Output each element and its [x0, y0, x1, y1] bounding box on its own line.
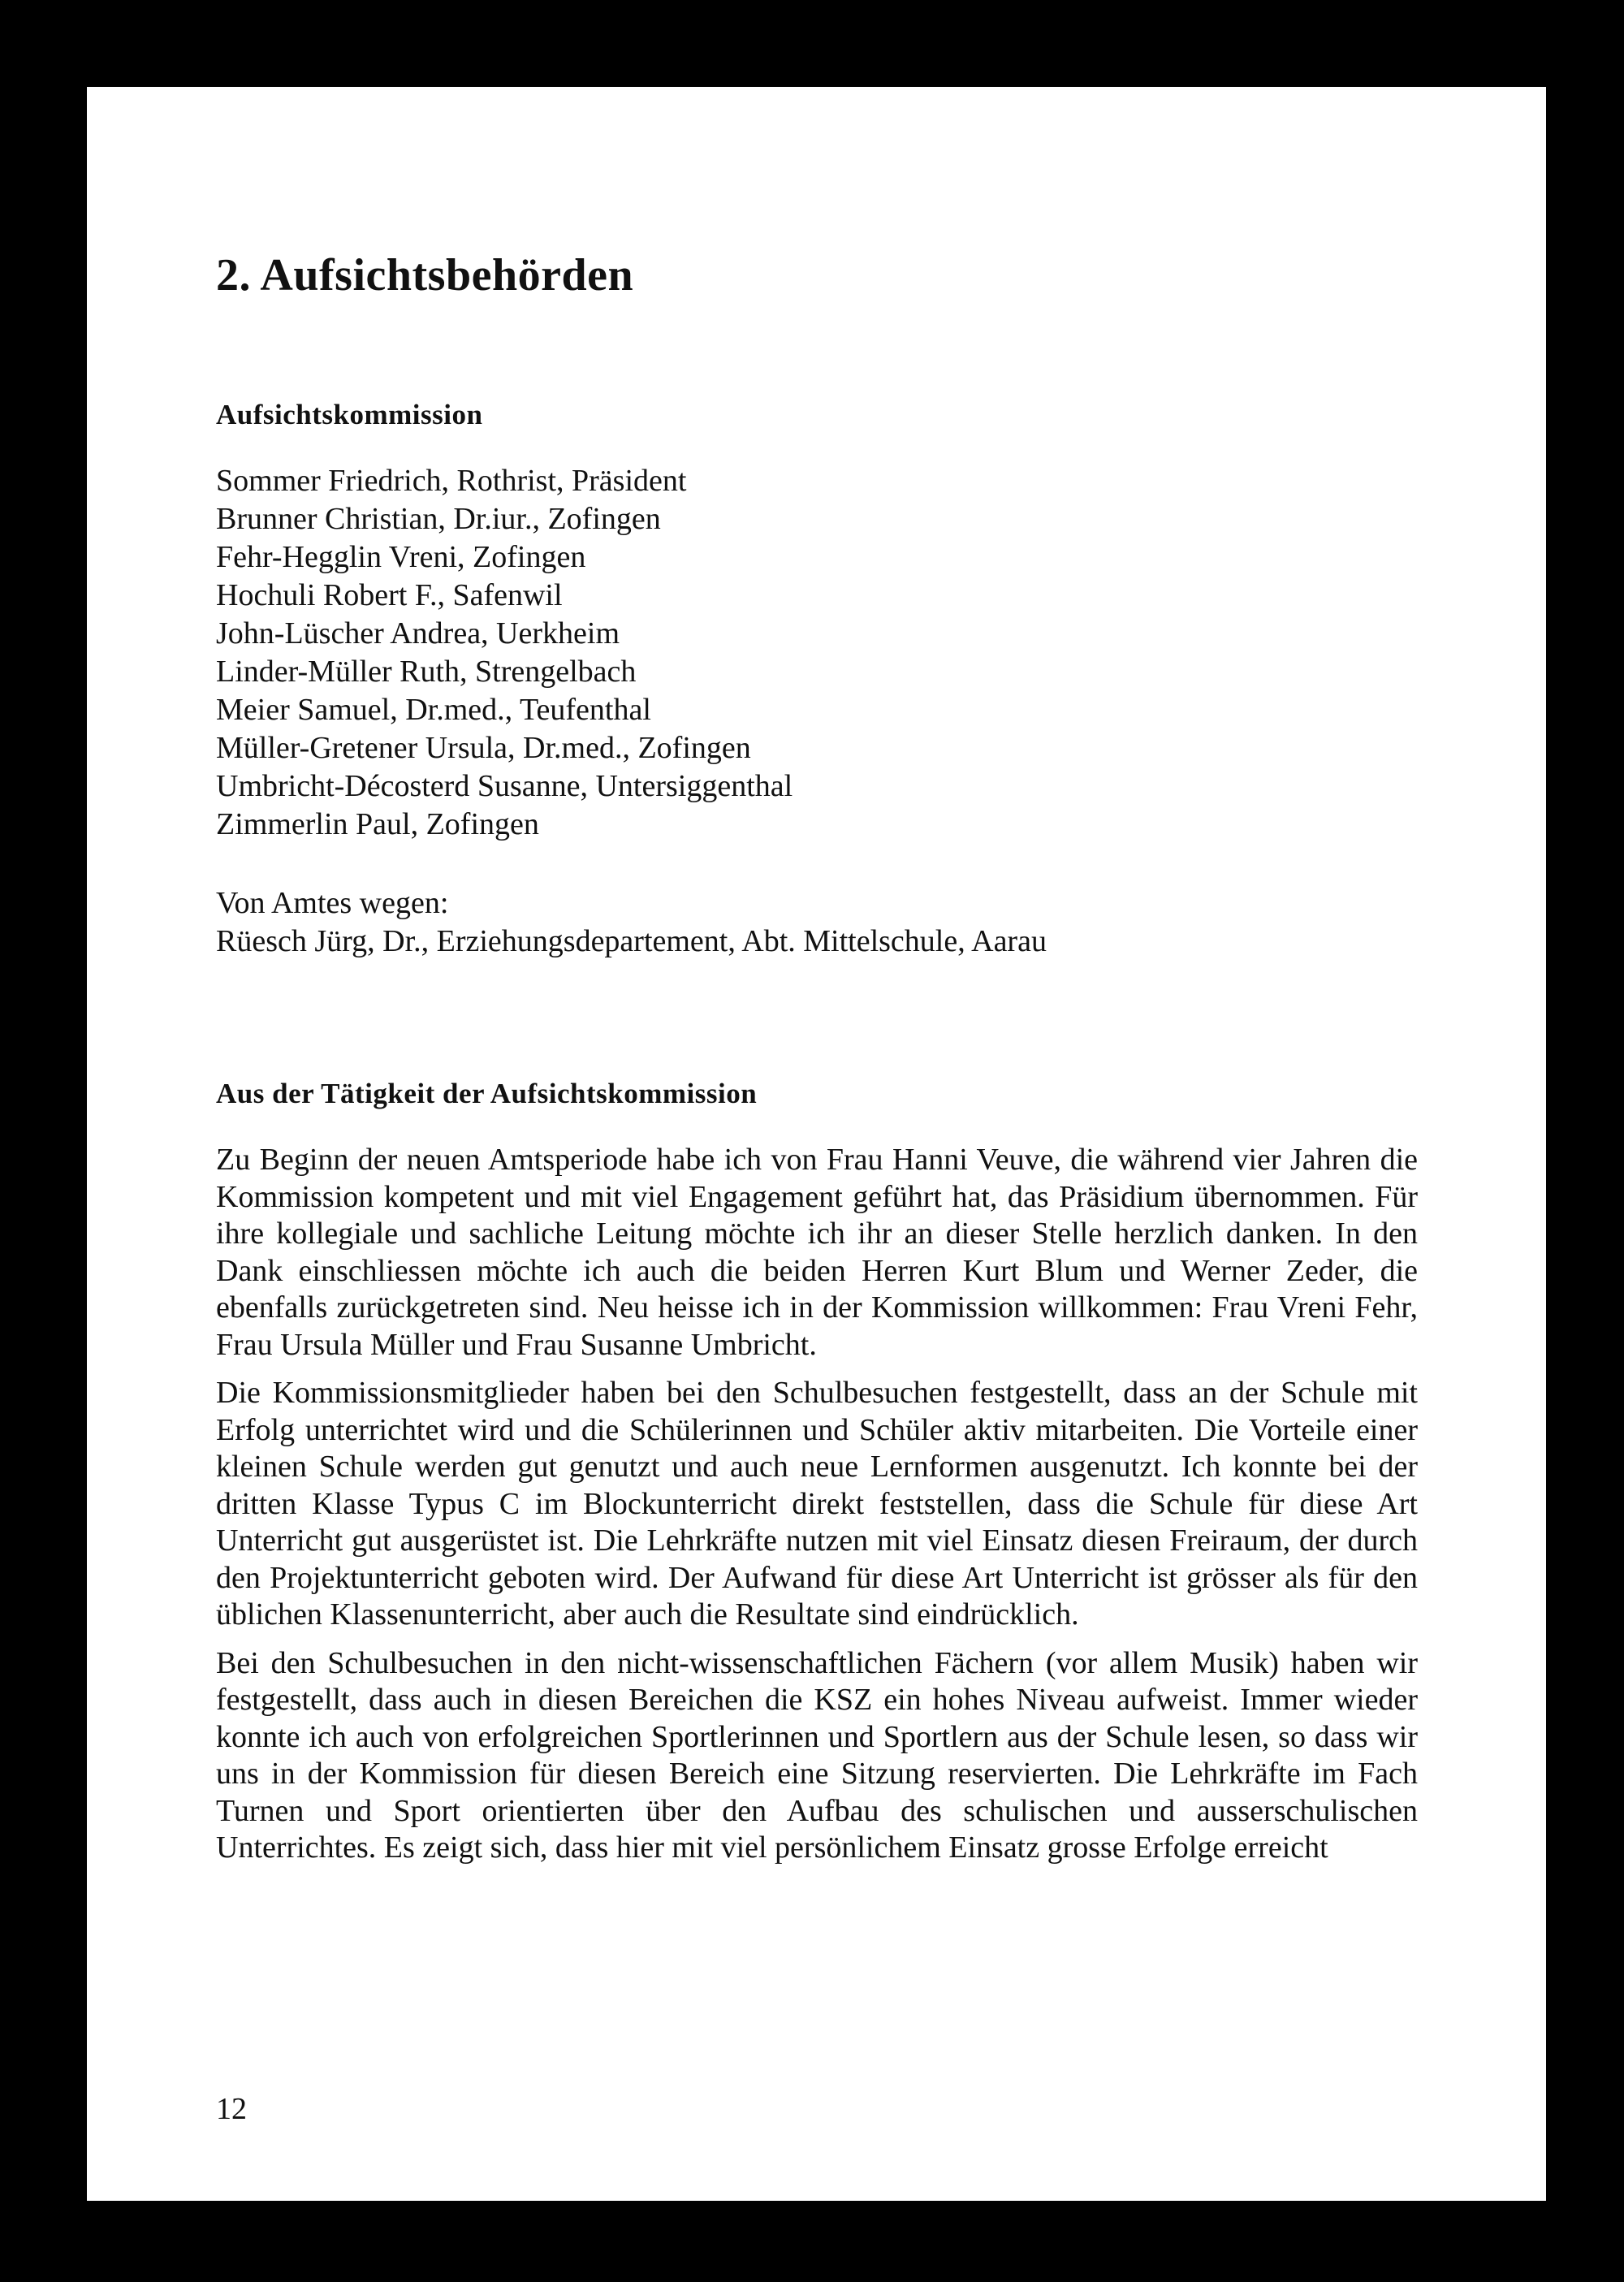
member-entry: Sommer Friedrich, Rothrist, Präsident	[216, 464, 687, 498]
ex-officio-label: Von Amtes wegen:	[216, 886, 449, 920]
member-entry: John-Lüscher Andrea, Uerkheim	[216, 616, 620, 650]
member-entry: Umbricht-Décosterd Susanne, Untersiggenthal	[216, 769, 793, 803]
commission-heading: Aufsichtskommission	[216, 399, 483, 430]
document-page	[87, 87, 1546, 2201]
member-entry: Linder-Müller Ruth, Strengelbach	[216, 655, 637, 689]
activity-paragraph: Die Kommissionsmitglieder haben bei den Schulbesuchen festgestellt, dass an der Schule mit Erfolg unterrichtet wird und die Schülerinnen und Schüler aktiv mitarbeiten. Die Vorteile einer kleinen Schule werden gut genutzt und auch neue Lernformen ausgenutzt. Ich konnte bei der dritten Klasse Typus C im Blockunterricht direkt feststellen, dass die Schule für diese Art Unterricht gut ausgerüstet ist. Die Lehrkräfte nutzen mit viel Einsatz diesen Freiraum, der durch den Projektunterricht geboten wird. Der Aufwand für diese Art Unterricht ist grösser als für den üblichen Klassenunterricht, aber auch die Resultate sind eindrücklich.	[216, 1376, 1418, 1632]
page-number: 12	[216, 2092, 247, 2126]
member-list	[216, 462, 793, 844]
member-entry: Brunner Christian, Dr.iur., Zofingen	[216, 502, 661, 536]
member-entry: Meier Samuel, Dr.med., Teufenthal	[216, 693, 651, 727]
member-entry: Fehr-Hegglin Vreni, Zofingen	[216, 540, 586, 574]
member-entry: Müller-Gretener Ursula, Dr.med., Zofingen	[216, 731, 751, 765]
member-entry: Hochuli Robert F., Safenwil	[216, 578, 563, 612]
chapter-title: 2. Aufsichtsbehörden	[216, 250, 634, 300]
activity-paragraph: Bei den Schulbesuchen in den nicht-wissenschaftlichen Fächern (vor allem Musik) haben wir festgestellt, dass auch in diesen Bereichen die KSZ ein hohes Niveau aufweist. Immer wieder konnte ich auch von erfolgreichen Sportlerinnen und Sportlern aus der Schule lesen, so dass wir uns in der Kommission für diesen Bereich eine Sitzung reservierten. Die Lehrkräfte im Fach Turnen und Sport orientierten über den Aufbau des schulischen und ausserschulischen Unterrichtes. Es zeigt sich, dass hier mit viel persönlichem Einsatz grosse Erfolge erreicht	[216, 1645, 1418, 1865]
activity-heading: Aus der Tätigkeit der Aufsichtskommission	[216, 1078, 758, 1109]
ex-officio-block	[216, 884, 1047, 961]
ex-officio-member: Rüesch Jürg, Dr., Erziehungsdepartement, Abt. Mittelschule, Aarau	[216, 924, 1047, 958]
member-entry: Zimmerlin Paul, Zofingen	[216, 807, 539, 841]
activity-body	[216, 1142, 1418, 1878]
activity-paragraph: Zu Beginn der neuen Amtsperiode habe ich von Frau Hanni Veuve, die während vier Jahren die Kommission kompetent und mit viel Engagement geführt hat, das Präsidium übernommen. Für ihre kollegiale und sachliche Leitung möchte ich ihr an dieser Stelle herzlich danken. In den Dank einschliessen möchte ich auch die beiden Herren Kurt Blum und Werner Zeder, die ebenfalls zurückgetreten sind. Neu heisse ich in der Kommission willkommen: Frau Vreni Fehr, Frau Ursula Müller und Frau Susanne Umbricht.	[216, 1143, 1418, 1362]
